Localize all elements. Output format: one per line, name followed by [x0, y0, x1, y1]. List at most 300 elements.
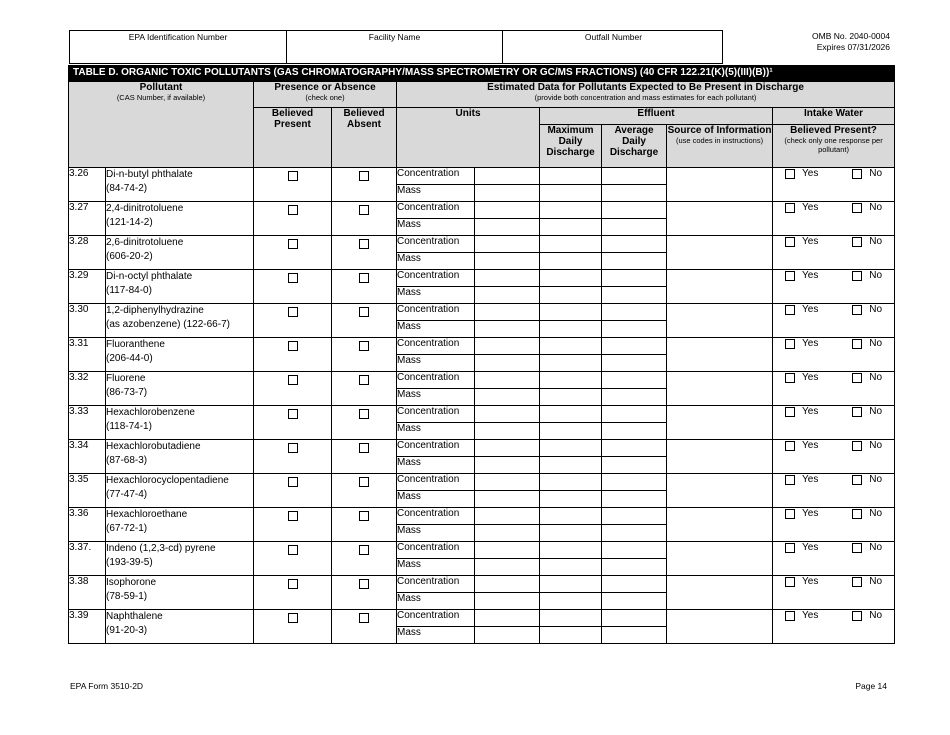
max-daily-mass-field[interactable] [540, 321, 602, 338]
max-daily-concentration-field[interactable] [540, 304, 602, 321]
intake-yes-checkbox[interactable] [785, 339, 795, 349]
concentration-unit-field[interactable] [475, 270, 540, 287]
intake-yes-checkbox[interactable] [785, 407, 795, 417]
mass-unit-field[interactable] [475, 593, 540, 610]
source-field[interactable] [667, 508, 773, 542]
unit-label-mass: Mass [397, 627, 475, 644]
believed-absent-header [332, 108, 397, 168]
believed-absent-cell [332, 372, 397, 406]
no-label: No [869, 168, 883, 179]
yes-label: Yes [802, 508, 819, 519]
table-row [69, 542, 895, 559]
row-number: 3.39 [69, 610, 106, 644]
believed-present-checkbox[interactable] [288, 375, 298, 385]
yes-label: Yes [802, 474, 819, 485]
yes-label: Yes [802, 270, 819, 281]
avg-daily-concentration-field[interactable] [602, 610, 667, 627]
believed-present-checkbox[interactable] [288, 545, 298, 555]
believed-absent-cell [332, 338, 397, 372]
mass-unit-field[interactable] [475, 457, 540, 474]
avg-daily-mass-field[interactable] [602, 559, 667, 576]
yes-label: Yes [802, 610, 819, 621]
row-number: 3.29 [69, 270, 106, 304]
max-daily-mass-field[interactable] [540, 355, 602, 372]
facility-name-label: Facility Name [368, 32, 421, 42]
row-number: 3.33 [69, 406, 106, 440]
avg-daily-concentration-field[interactable] [602, 202, 667, 219]
intake-cell [773, 338, 895, 372]
unit-label-mass: Mass [397, 593, 475, 610]
row-number: 3.26 [69, 168, 106, 202]
avg-daily-mass-field[interactable] [602, 423, 667, 440]
max-daily-mass-field[interactable] [540, 423, 602, 440]
estimated-heading: Estimated Data for Pollutants Expected to Be Present in Discharge [487, 82, 804, 93]
mass-unit-field[interactable] [475, 185, 540, 202]
avg-daily-mass-field[interactable] [602, 389, 667, 406]
outfall-number-field[interactable] [502, 31, 724, 63]
pollutant-cas: (121-14-2) [106, 217, 153, 228]
table-row [69, 576, 895, 593]
believed-present-cell [254, 168, 332, 202]
avg-daily-concentration-field[interactable] [602, 406, 667, 423]
presence-heading: Presence or Absence [274, 82, 376, 93]
max-daily-mass-field[interactable] [540, 559, 602, 576]
epa-id-label: EPA Identification Number [128, 32, 228, 42]
believed-absent-cell [332, 236, 397, 270]
mass-unit-field[interactable] [475, 321, 540, 338]
believed-absent-checkbox[interactable] [359, 477, 369, 487]
max-daily-mass-field[interactable] [540, 593, 602, 610]
believed-absent-cell [332, 202, 397, 236]
intake-no-checkbox[interactable] [852, 305, 862, 315]
no-label: No [869, 406, 883, 417]
believed-present-cell [254, 372, 332, 406]
believed-absent-checkbox[interactable] [359, 579, 369, 589]
avg-daily-mass-field[interactable] [602, 593, 667, 610]
yes-label: Yes [802, 372, 819, 383]
pollutant-cell [106, 168, 254, 202]
no-label: No [869, 474, 883, 485]
intake-yes-checkbox[interactable] [785, 611, 795, 621]
believed-present-cell [254, 338, 332, 372]
pollutant-cas: (77-47-4) [106, 489, 148, 500]
pollutant-cas: (84-74-2) [106, 183, 148, 194]
concentration-unit-field[interactable] [475, 474, 540, 491]
believed-absent-checkbox[interactable] [359, 205, 369, 215]
max-daily-mass-field[interactable] [540, 389, 602, 406]
avg-daily-concentration-field[interactable] [602, 270, 667, 287]
pollutant-cas: (67-72-1) [106, 523, 148, 534]
source-heading: Source of Information [667, 125, 772, 136]
believed-present-cell [254, 610, 332, 644]
mass-unit-field[interactable] [475, 491, 540, 508]
believed-absent-checkbox[interactable] [359, 375, 369, 385]
unit-label-mass: Mass [397, 423, 475, 440]
row-number: 3.31 [69, 338, 106, 372]
believed-present-checkbox[interactable] [288, 205, 298, 215]
avg-daily-concentration-field[interactable] [602, 508, 667, 525]
max-daily-concentration-field[interactable] [540, 610, 602, 627]
row-number: 3.32 [69, 372, 106, 406]
pollutant-name: Fluoranthene [106, 339, 165, 350]
pollutant-header [69, 82, 254, 168]
avg-daily-mass-field[interactable] [602, 185, 667, 202]
believed-present-checkbox[interactable] [288, 511, 298, 521]
max-daily-concentration-field[interactable] [540, 542, 602, 559]
believed-present-cell [254, 508, 332, 542]
pollutant-cell [106, 406, 254, 440]
pollutant-cell [106, 304, 254, 338]
avg-daily-heading: Average Daily Discharge [609, 125, 659, 158]
source-field[interactable] [667, 542, 773, 576]
concentration-unit-field[interactable] [475, 372, 540, 389]
intake-yes-checkbox[interactable] [785, 543, 795, 553]
believed-present-cell [254, 406, 332, 440]
intake-yes-checkbox[interactable] [785, 475, 795, 485]
mass-unit-field[interactable] [475, 287, 540, 304]
intake-no-checkbox[interactable] [852, 577, 862, 587]
concentration-unit-field[interactable] [475, 542, 540, 559]
believed-q-subheading: (check only one response per pollutant) [784, 136, 883, 154]
intake-no-checkbox[interactable] [852, 271, 862, 281]
intake-no-checkbox[interactable] [852, 543, 862, 553]
source-field[interactable] [667, 304, 773, 338]
mass-unit-field[interactable] [475, 423, 540, 440]
epa-id-field[interactable] [70, 31, 286, 63]
yes-label: Yes [802, 236, 819, 247]
concentration-unit-field[interactable] [475, 440, 540, 457]
believed-present-cell [254, 440, 332, 474]
avg-daily-mass-field[interactable] [602, 287, 667, 304]
intake-cell [773, 610, 895, 644]
intake-yes-checkbox[interactable] [785, 305, 795, 315]
believed-present-cell [254, 304, 332, 338]
max-daily-mass-field[interactable] [540, 457, 602, 474]
intake-yes-checkbox[interactable] [785, 441, 795, 451]
believed-absent-checkbox[interactable] [359, 307, 369, 317]
concentration-unit-field[interactable] [475, 610, 540, 627]
avg-daily-concentration-field[interactable] [602, 576, 667, 593]
avg-daily-mass-field[interactable] [602, 457, 667, 474]
avg-daily-mass-field[interactable] [602, 219, 667, 236]
believed-present-checkbox[interactable] [288, 443, 298, 453]
pollutant-cell [106, 576, 254, 610]
max-daily-concentration-field[interactable] [540, 270, 602, 287]
mass-unit-field[interactable] [475, 355, 540, 372]
unit-label-mass: Mass [397, 287, 475, 304]
unit-label-concentration: Concentration [397, 338, 475, 355]
unit-label-concentration: Concentration [397, 202, 475, 219]
believed-absent-cell [332, 304, 397, 338]
pollutant-cas: (606-20-2) [106, 251, 153, 262]
table-row [69, 440, 895, 457]
believed-absent-checkbox[interactable] [359, 409, 369, 419]
believed-absent-cell [332, 610, 397, 644]
source-field[interactable] [667, 610, 773, 644]
intake-no-checkbox[interactable] [852, 169, 862, 179]
no-label: No [869, 304, 883, 315]
max-daily-mass-field[interactable] [540, 627, 602, 644]
pollutant-cell [106, 542, 254, 576]
max-daily-heading: Maximum Daily Discharge [546, 125, 595, 158]
mass-unit-field[interactable] [475, 219, 540, 236]
source-header [667, 125, 773, 168]
table-row [69, 406, 895, 423]
avg-daily-concentration-field[interactable] [602, 372, 667, 389]
intake-yes-checkbox[interactable] [785, 237, 795, 247]
intake-yes-checkbox[interactable] [785, 271, 795, 281]
row-number: 3.28 [69, 236, 106, 270]
yes-label: Yes [802, 542, 819, 553]
concentration-unit-field[interactable] [475, 406, 540, 423]
units-header [397, 108, 540, 168]
row-number: 3.36 [69, 508, 106, 542]
pollutant-cas: (206-44-0) [106, 353, 153, 364]
concentration-unit-field[interactable] [475, 338, 540, 355]
concentration-unit-field[interactable] [475, 202, 540, 219]
intake-cell [773, 440, 895, 474]
believed-present-header [254, 108, 332, 168]
believed-present-checkbox[interactable] [288, 579, 298, 589]
believed-absent-checkbox[interactable] [359, 171, 369, 181]
unit-label-mass: Mass [397, 219, 475, 236]
table-row [69, 236, 895, 253]
avg-daily-mass-field[interactable] [602, 525, 667, 542]
pollutant-name: Naphthalene [106, 611, 163, 622]
intake-cell [773, 202, 895, 236]
form-number: EPA Form 3510-2D [70, 681, 144, 691]
intake-no-checkbox[interactable] [852, 407, 862, 417]
intake-no-checkbox[interactable] [852, 237, 862, 247]
unit-label-concentration: Concentration [397, 270, 475, 287]
intake-cell [773, 508, 895, 542]
intake-no-checkbox[interactable] [852, 373, 862, 383]
pollutant-table [68, 81, 895, 644]
believed-absent-checkbox[interactable] [359, 341, 369, 351]
avg-daily-concentration-field[interactable] [602, 440, 667, 457]
no-label: No [869, 270, 883, 281]
unit-label-mass: Mass [397, 253, 475, 270]
believed-absent-cell [332, 508, 397, 542]
intake-yes-checkbox[interactable] [785, 577, 795, 587]
pollutant-cell [106, 508, 254, 542]
max-daily-concentration-field[interactable] [540, 576, 602, 593]
mass-unit-field[interactable] [475, 627, 540, 644]
intake-cell [773, 304, 895, 338]
max-daily-concentration-field[interactable] [540, 202, 602, 219]
believed-present-checkbox[interactable] [288, 409, 298, 419]
avg-daily-mass-field[interactable] [602, 355, 667, 372]
avg-daily-mass-field[interactable] [602, 253, 667, 270]
max-daily-mass-field[interactable] [540, 185, 602, 202]
concentration-unit-field[interactable] [475, 508, 540, 525]
intake-yes-checkbox[interactable] [785, 169, 795, 179]
intake-no-checkbox[interactable] [852, 339, 862, 349]
avg-daily-concentration-field[interactable] [602, 168, 667, 185]
intake-yes-checkbox[interactable] [785, 373, 795, 383]
mass-unit-field[interactable] [475, 253, 540, 270]
max-daily-mass-field[interactable] [540, 253, 602, 270]
pollutant-subheading: (CAS Number, if available) [116, 93, 206, 102]
believed-absent-cell [332, 406, 397, 440]
max-daily-mass-field[interactable] [540, 525, 602, 542]
intake-heading: Intake Water [803, 108, 864, 119]
intake-yes-checkbox[interactable] [785, 203, 795, 213]
facility-name-field[interactable] [286, 31, 502, 63]
intake-cell [773, 474, 895, 508]
source-field[interactable] [667, 338, 773, 372]
omb-number: OMB No. 2040-0004 [812, 31, 890, 41]
believed-present-checkbox[interactable] [288, 307, 298, 317]
avg-daily-concentration-field[interactable] [602, 304, 667, 321]
intake-no-checkbox[interactable] [852, 475, 862, 485]
pollutant-cas: (86-73-7) [106, 387, 148, 398]
unit-label-concentration: Concentration [397, 610, 475, 627]
believed-present-cell [254, 202, 332, 236]
avg-daily-concentration-field[interactable] [602, 542, 667, 559]
avg-daily-concentration-field[interactable] [602, 338, 667, 355]
omb-info [812, 31, 890, 53]
pollutant-cell [106, 372, 254, 406]
row-number: 3.38 [69, 576, 106, 610]
max-daily-concentration-field[interactable] [540, 474, 602, 491]
max-daily-concentration-field[interactable] [540, 338, 602, 355]
believed-present-heading: Believed Present [271, 108, 314, 130]
unit-label-concentration: Concentration [397, 474, 475, 491]
believed-present-cell [254, 270, 332, 304]
avg-daily-mass-field[interactable] [602, 627, 667, 644]
intake-cell [773, 406, 895, 440]
unit-label-concentration: Concentration [397, 372, 475, 389]
intake-no-checkbox[interactable] [852, 441, 862, 451]
max-daily-concentration-field[interactable] [540, 372, 602, 389]
believed-present-checkbox[interactable] [288, 171, 298, 181]
units-heading: Units [455, 108, 481, 119]
believed-present-checkbox[interactable] [288, 239, 298, 249]
believed-absent-cell [332, 440, 397, 474]
source-field[interactable] [667, 406, 773, 440]
pollutant-cell [106, 338, 254, 372]
pollutant-cas: (87-68-3) [106, 455, 148, 466]
believed-q-heading: Believed Present? [790, 125, 877, 136]
effluent-header [540, 108, 773, 125]
pollutant-cell [106, 270, 254, 304]
mass-unit-field[interactable] [475, 525, 540, 542]
unit-label-mass: Mass [397, 389, 475, 406]
unit-label-mass: Mass [397, 355, 475, 372]
source-field[interactable] [667, 576, 773, 610]
intake-yes-checkbox[interactable] [785, 509, 795, 519]
unit-label-concentration: Concentration [397, 508, 475, 525]
believed-absent-checkbox[interactable] [359, 613, 369, 623]
table-row [69, 508, 895, 525]
avg-daily-concentration-field[interactable] [602, 236, 667, 253]
intake-cell [773, 236, 895, 270]
source-field[interactable] [667, 474, 773, 508]
unit-label-mass: Mass [397, 321, 475, 338]
pollutant-name: Hexachlorocyclopentadiene [106, 475, 229, 486]
believed-present-checkbox[interactable] [288, 341, 298, 351]
unit-label-concentration: Concentration [397, 406, 475, 423]
presence-subheading: (check one) [305, 93, 345, 102]
pollutant-name: 1,2-diphenylhydrazine [106, 305, 204, 316]
yes-label: Yes [802, 202, 819, 213]
believed-absent-checkbox[interactable] [359, 273, 369, 283]
row-number: 3.35 [69, 474, 106, 508]
believed-absent-cell [332, 270, 397, 304]
pollutant-name: Fluorene [106, 373, 146, 384]
concentration-unit-field[interactable] [475, 236, 540, 253]
header-fields [69, 30, 723, 64]
max-daily-concentration-field[interactable] [540, 508, 602, 525]
pollutant-name: Hexachlorobutadiene [106, 441, 201, 452]
max-daily-concentration-field[interactable] [540, 168, 602, 185]
believed-present-checkbox[interactable] [288, 273, 298, 283]
source-field[interactable] [667, 372, 773, 406]
intake-no-checkbox[interactable] [852, 611, 862, 621]
pollutant-cell [106, 474, 254, 508]
intake-cell [773, 270, 895, 304]
pollutant-name: Di-n-octyl phthalate [106, 271, 193, 282]
pollutant-cas: (117-84-0) [106, 285, 152, 296]
believed-absent-checkbox[interactable] [359, 239, 369, 249]
max-daily-mass-field[interactable] [540, 491, 602, 508]
mass-unit-field[interactable] [475, 559, 540, 576]
intake-no-checkbox[interactable] [852, 203, 862, 213]
pollutant-cas: (78-59-1) [106, 591, 148, 602]
source-field[interactable] [667, 440, 773, 474]
unit-label-mass: Mass [397, 491, 475, 508]
source-field[interactable] [667, 202, 773, 236]
source-field[interactable] [667, 236, 773, 270]
believed-absent-cell [332, 168, 397, 202]
max-daily-mass-field[interactable] [540, 219, 602, 236]
pollutant-name: Hexachloroethane [106, 509, 188, 520]
source-field[interactable] [667, 168, 773, 202]
believed-present-checkbox[interactable] [288, 613, 298, 623]
max-daily-concentration-field[interactable] [540, 406, 602, 423]
no-label: No [869, 372, 883, 383]
yes-label: Yes [802, 338, 819, 349]
intake-cell [773, 576, 895, 610]
avg-daily-mass-field[interactable] [602, 491, 667, 508]
max-daily-mass-field[interactable] [540, 287, 602, 304]
max-daily-concentration-field[interactable] [540, 236, 602, 253]
pollutant-cell [106, 610, 254, 644]
no-label: No [869, 542, 883, 553]
concentration-unit-field[interactable] [475, 168, 540, 185]
no-label: No [869, 338, 883, 349]
pollutant-cell [106, 440, 254, 474]
mass-unit-field[interactable] [475, 389, 540, 406]
effluent-heading: Effluent [637, 108, 675, 119]
concentration-unit-field[interactable] [475, 304, 540, 321]
unit-label-concentration: Concentration [397, 542, 475, 559]
believed-present-checkbox[interactable] [288, 477, 298, 487]
avg-daily-mass-field[interactable] [602, 321, 667, 338]
source-field[interactable] [667, 270, 773, 304]
believed-absent-cell [332, 474, 397, 508]
intake-header [773, 108, 895, 125]
concentration-unit-field[interactable] [475, 576, 540, 593]
believed-absent-checkbox[interactable] [359, 545, 369, 555]
no-label: No [869, 202, 883, 213]
max-daily-concentration-field[interactable] [540, 440, 602, 457]
intake-no-checkbox[interactable] [852, 509, 862, 519]
avg-daily-concentration-field[interactable] [602, 474, 667, 491]
believed-absent-checkbox[interactable] [359, 443, 369, 453]
believed-absent-checkbox[interactable] [359, 511, 369, 521]
